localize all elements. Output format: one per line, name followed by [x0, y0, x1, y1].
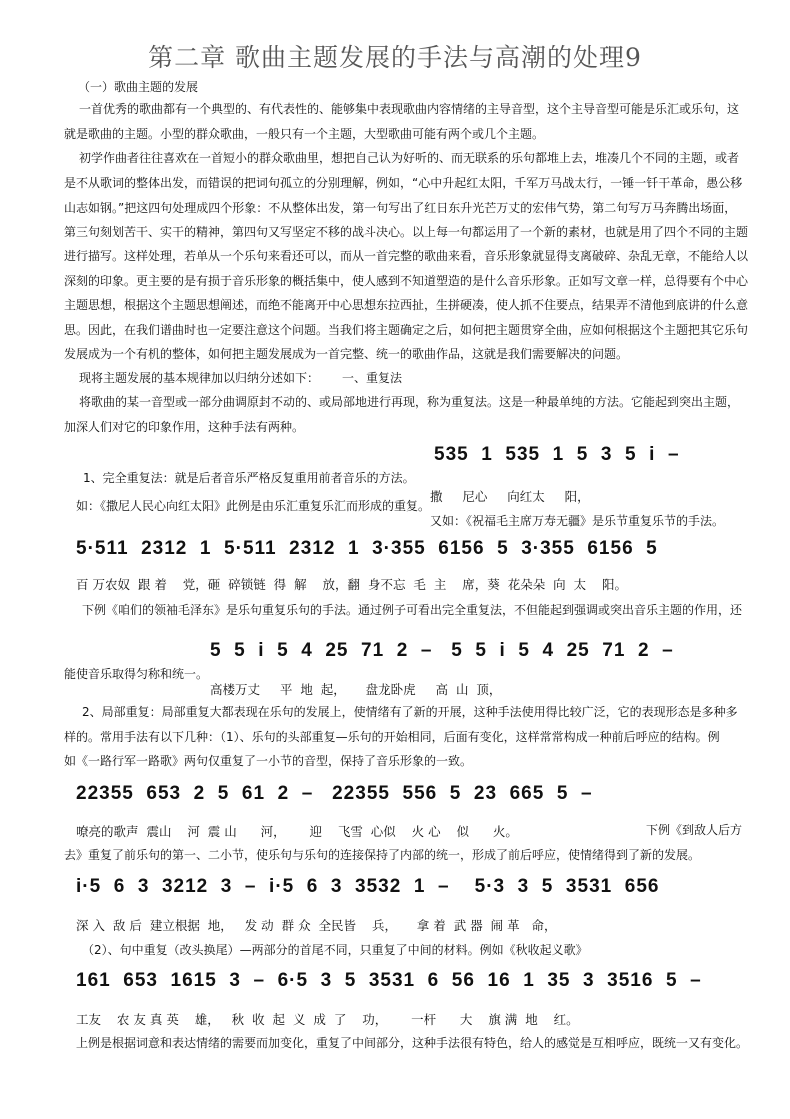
- paragraph-line: 一首优秀的歌曲都有一个典型的、有代表性的、能够集中表现歌曲内容情绪的主导音型，这个主导音型可能是乐汇或乐句，这: [79, 102, 740, 116]
- notation-lyrics-3: 高楼万丈 平 地 起， 盘龙卧虎 高 山 顶，: [210, 682, 502, 697]
- text-line: 下例《咱们的领袖毛泽东》是乐句重复乐句的手法。通过例子可看出完全重复法，不但能起到强调或突出音乐主题的作用，还: [82, 603, 743, 617]
- paragraph-line: 现将主题发展的基本规律加以归纳分述如下：: [79, 371, 320, 385]
- notation-lyrics-5: 深 入 敌 后 建立根据 地， 发 动 群 众 全民皆 兵， 拿 着 武 器 闹 革 命，: [76, 918, 557, 933]
- paragraph-line: 主题思想，根据这个主题思想阐述，而绝不能离开中心思想东拉西扯，生拼硬凑，使人抓不住要点，结果弄不清他到底讲的什么意: [64, 298, 749, 312]
- text-line: 2、局部重复：局部重复大都表现在乐句的发展上，使情绪有了新的开展，这种手法使用得比较广泛，它的表现形态是多种多: [82, 705, 738, 719]
- paragraph-line: 就是歌曲的主题。小型的群众歌曲，一般只有一个主题，大型歌曲可能有两个或几个主题。: [64, 127, 545, 141]
- text-line: 1、完全重复法：就是后者音乐严格反复重用前者音乐的方法。: [83, 471, 415, 485]
- text-line: （2）、句中重复（改头换尾）—两部分的首尾不同，只重复了中间的材料。例如《秋收起义歌》: [82, 943, 588, 957]
- text-line: 下例《到敌人后方: [646, 823, 743, 837]
- notation-example-1: 535 1 535 1 5 3 5 i –: [434, 444, 680, 465]
- text-line: 去》重复了前乐句的第一、二小节，使乐句与乐句的连接保持了内部的统一，形成了前后呼应，使情绪得到了新的发展。: [64, 848, 701, 862]
- notation-example-6: 161 653 1615 3 – 6·5 3 5 3531 6 56 16 1 35 3 3516 5 –: [76, 970, 702, 991]
- paragraph-line: 初学作曲者往往喜欢在一首短小的群众歌曲里，想把自己认为好听的、而无联系的乐句都堆上去，堆凑几个不同的主题，或者: [79, 151, 740, 165]
- notation-lyrics-1: 撒 尼心 向红太 阳，: [430, 489, 590, 504]
- paragraph-line: 深刻的印象。更主要的是有损于音乐形象的概括集中，使人感到不知道塑造的是什么音乐形象。正如写文章一样，总得要有个中心: [64, 274, 749, 288]
- text-line: 上例是根据词意和表达情绪的需要而加变化，重复了中间部分，这种手法很有特色，给人的感觉是互相呼应，既统一又有变化。: [76, 1036, 749, 1050]
- notation-lyrics-4: 嘹亮的歌声 震山 河 震 山 河， 迎 飞雪 心似 火 心 似 火。: [76, 824, 518, 839]
- text-line: 又如：《祝福毛主席万寿无疆》是乐节重复乐节的手法。: [430, 514, 725, 528]
- page-title: 第二章 歌曲主题发展的手法与高潮的处理9: [148, 43, 642, 72]
- paragraph-line: 第三句刻划苦干、实干的精神，第四句又写坚定不移的战斗决心。以上每一句都运用了一个新的素材，也就是用了四个不同的主题: [64, 225, 749, 239]
- notation-example-2: 5·511 2312 1 5·511 2312 1 3·355 6156 5 3·355 6156 5: [76, 538, 658, 559]
- paragraph-line: 发展成为一个有机的整体，如何把主题发展成为一首完整、统一的歌曲作品，这就是我们需要解决的问题。: [64, 347, 629, 361]
- text-line: 如《一路行军一路歌》两句仅重复了一小节的音型，保持了音乐形象的一致。: [64, 754, 473, 768]
- text-line: 能使音乐取得匀称和统一。: [64, 667, 209, 681]
- subsection-heading: 一、重复法: [342, 371, 403, 385]
- notation-example-4: 22355 653 2 5 61 2 – 22355 556 5 23 665 5 –: [76, 783, 593, 804]
- paragraph-line: 加深人们对它的印象作用，这种手法有两种。: [64, 420, 305, 434]
- notation-example-5: i·5 6 3 3212 3 – i·5 6 3 3532 1 – 5·3 3 5 3531 656: [76, 876, 660, 897]
- notation-example-3: 5 5 i 5 4 25 71 2 – 5 5 i 5 4 25 71 2 –: [210, 640, 674, 661]
- section-heading: （一）歌曲主题的发展: [78, 80, 199, 94]
- paragraph-line: 进行描写。这样处理，若单从一个乐句来看还可以，而从一首完整的歌曲来看，音乐形象就显得支离破碎、杂乱无章，不能给人以: [64, 249, 749, 263]
- paragraph-line: 是不从歌词的整体出发，而错误的把词句孤立的分别理解，例如，“心中升起红太阳，千军万马战太行，一锤一钎干革命，愚公移: [64, 176, 743, 190]
- text-line: 样的。常用手法有以下几种：（1）、乐句的头部重复—乐句的开始相同，后面有变化，这样常常构成一种前后呼应的结构。例: [64, 730, 720, 744]
- text-line: 如：《撒尼人民心向红太阳》此例是由乐汇重复乐汇而形成的重复。: [76, 499, 431, 513]
- paragraph-line: 山志如钢。”把这四句处理成四个形象：不从整体出发，第一句写出了红日东升光芒万丈的宏伟气势，第二句写万马奔腾出场面，: [64, 201, 737, 215]
- paragraph-line: 将歌曲的某一音型或一部分曲调原封不动的、或局部地进行再现，称为重复法。这是一种最单纯的方法。它能起到突出主题，: [79, 395, 740, 409]
- notation-lyrics-6: 工友 农 友 真 英 雄， 秋 收 起 义 成 了 功， 一杆 大 旗 满 地 红。: [76, 1012, 579, 1027]
- paragraph-line: 思。因此，在我们谱曲时也一定要注意这个问题。当我们将主题确定之后，如何把主题贯穿全曲，应如何根据这个主题把其它乐句: [64, 323, 749, 337]
- notation-lyrics-2: 百 万农奴 跟 着 党，砸 碎锁链 得 解 放，翻 身不忘 毛 主 席，葵 花朵朵 向 太 阳。: [76, 577, 627, 592]
